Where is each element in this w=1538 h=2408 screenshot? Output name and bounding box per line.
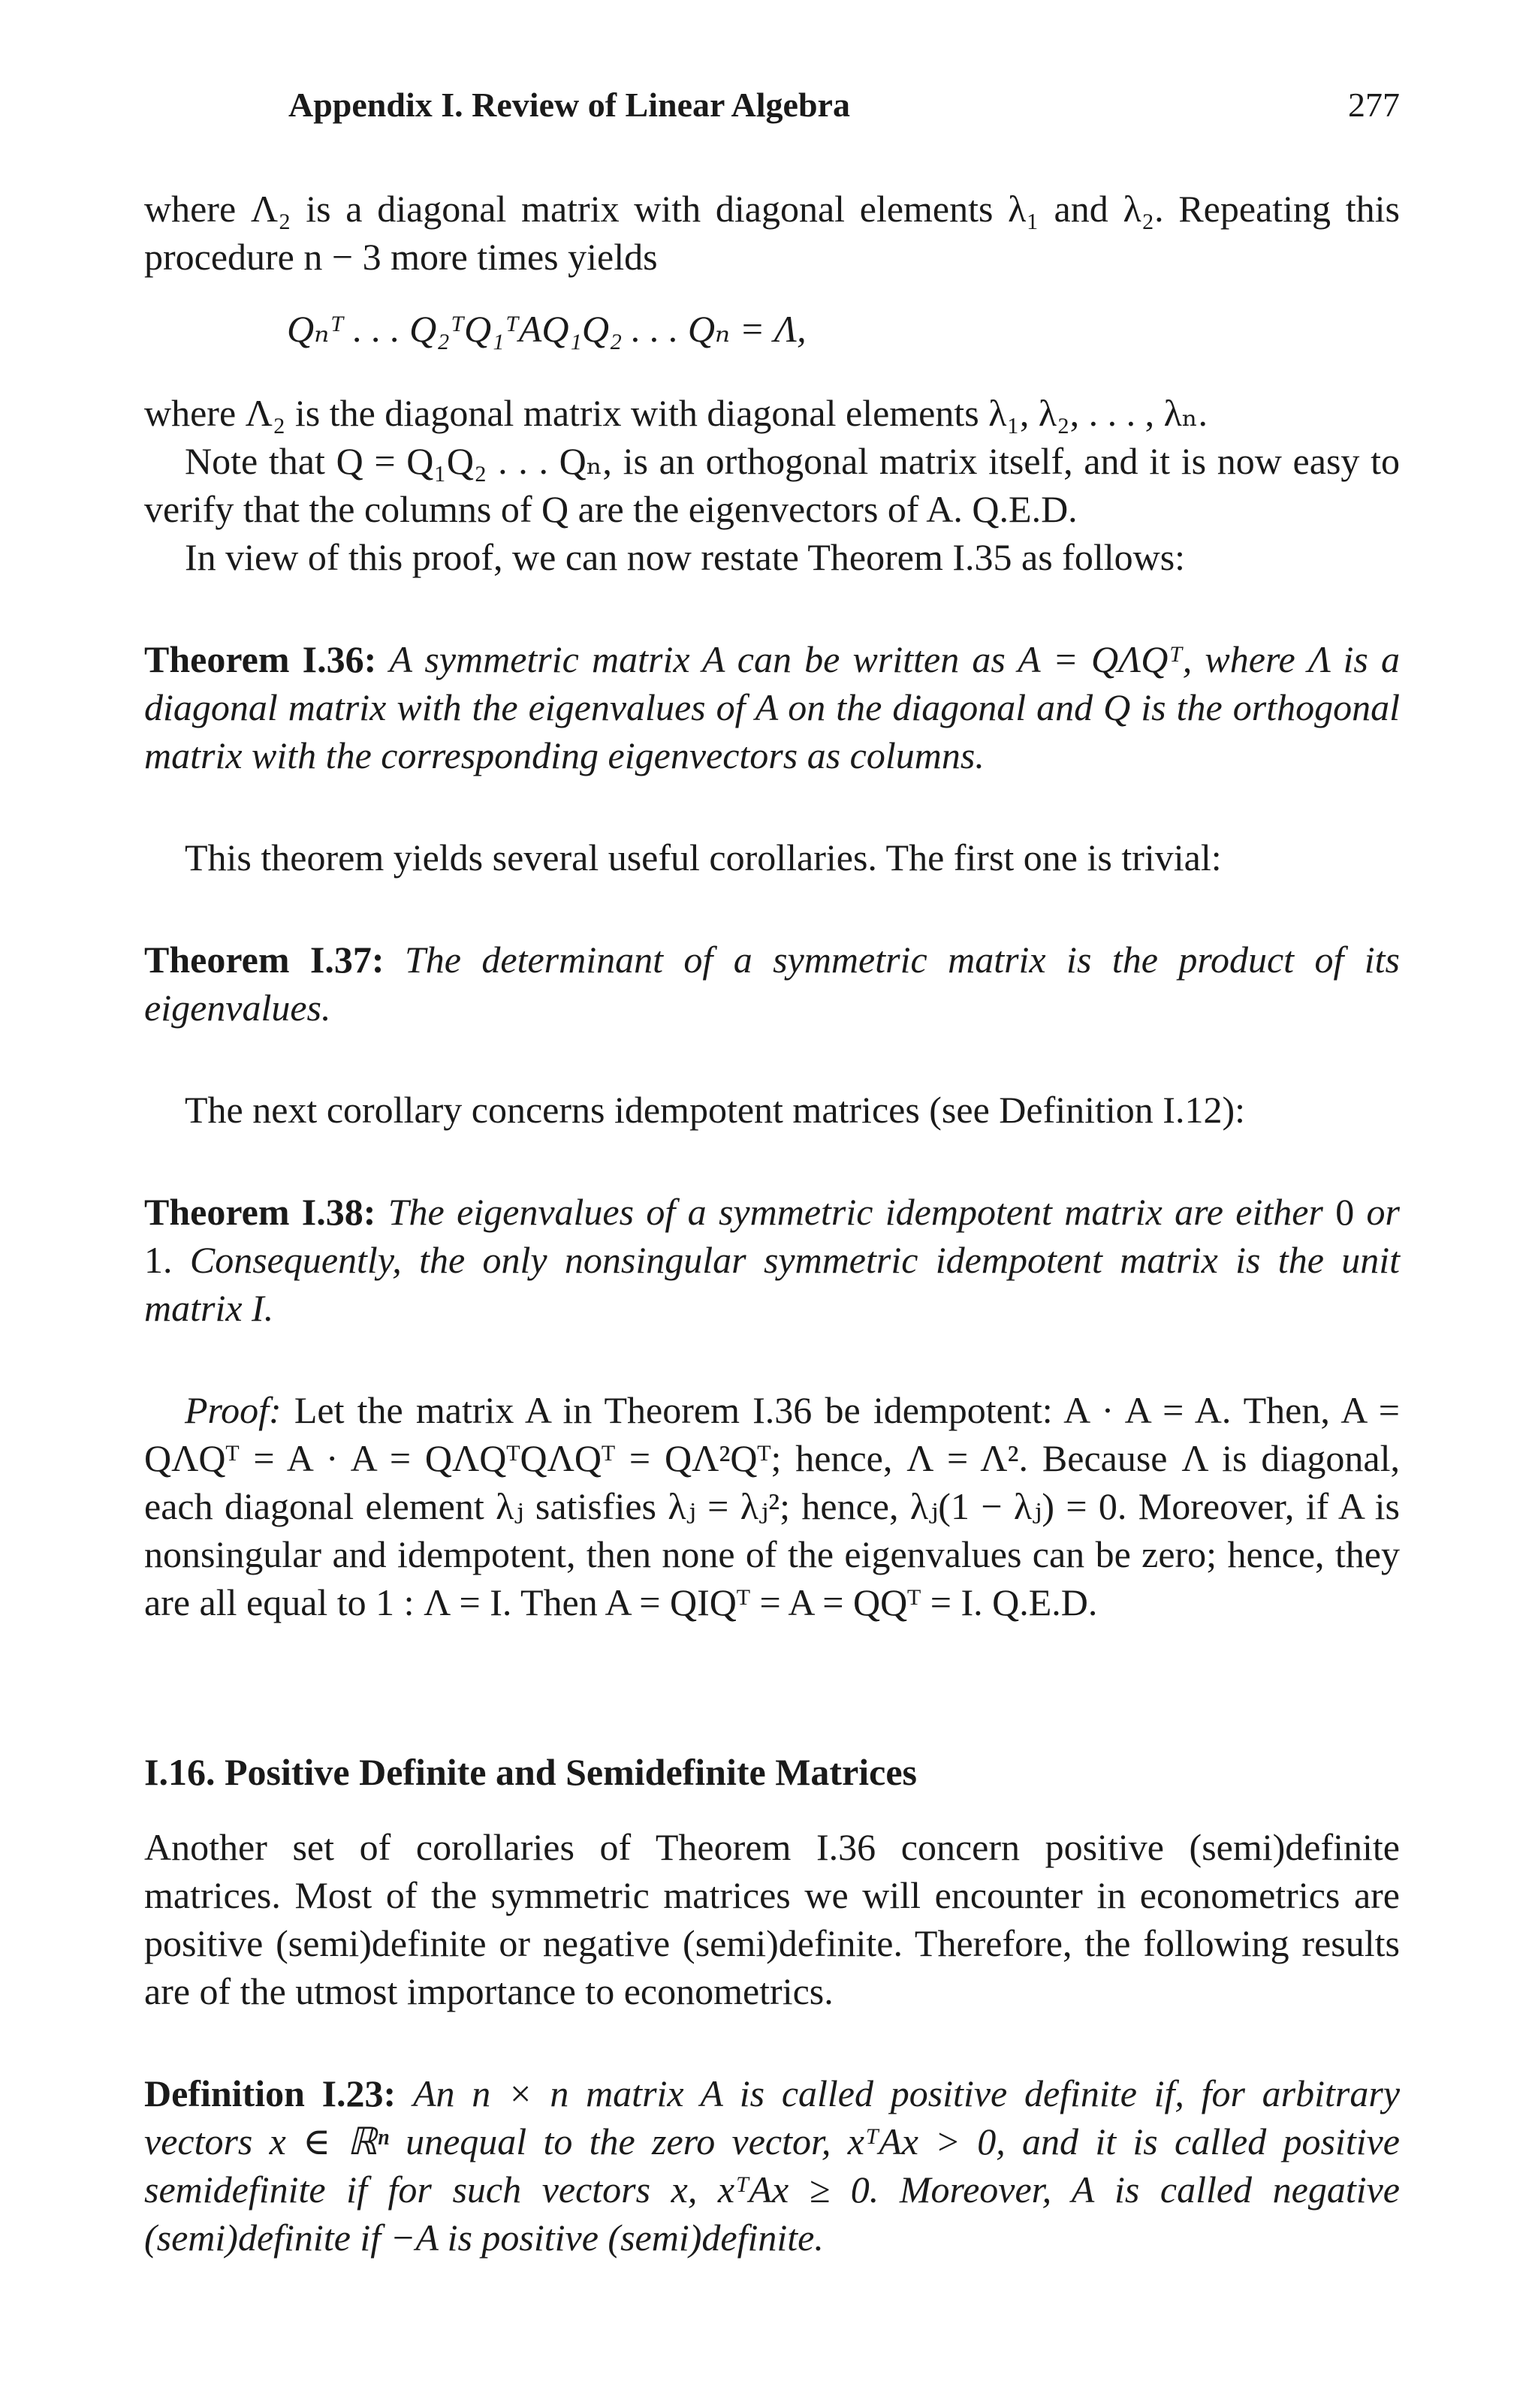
- proof-i38: [144, 1386, 1400, 1626]
- theorem-label: Theorem I.38:: [144, 1191, 376, 1233]
- theorem-i36: [144, 635, 1400, 779]
- proof-label: Proof:: [185, 1389, 282, 1431]
- theorem-label: Theorem I.37:: [144, 939, 384, 981]
- definition-label: Definition I.23:: [144, 2072, 397, 2114]
- book-page: [144, 0, 1400, 2408]
- theorem-text: The determinant of a symmetric matrix is the product of its eigenvalues.: [144, 939, 1401, 1029]
- theorem-i38: [144, 1188, 1400, 1332]
- theorem-text-e: Consequently, the only nonsingular symmetric idempotent matrix is the unit matrix I.: [144, 1239, 1401, 1329]
- equation-diagonalization: Qₙᵀ . . . Q₂ᵀQ₁ᵀAQ₁Q₂ . . . Qₙ = Λ,: [287, 308, 807, 350]
- paragraph-corollaries: This theorem yields several useful corollaries. The first one is trivial:: [185, 836, 1222, 879]
- theorem-text-b: 0: [1335, 1191, 1355, 1233]
- section-number: I.16.: [144, 1751, 216, 1793]
- section-heading: [144, 1748, 1400, 1796]
- paragraph-orthogonal: Note that Q = Q₁Q₂ . . . Qₙ, is an orthogonal matrix itself, and it is now easy to verify that the columns of Q are the eigenvectors of A. Q.E.D.: [144, 440, 1400, 530]
- theorem-i37: [144, 936, 1400, 1032]
- section-title: Positive Definite and Semidefinite Matrices: [224, 1751, 917, 1793]
- paragraph-psd-intro: Another set of corollaries of Theorem I.36 concern positive (semi)definite matrices. Most of the symmetric matrices we will encounter in econometrics are positive (semi)definite or negative (semi)definite. Therefore, the following results are of the utmost importance to econometrics.: [144, 1826, 1400, 2012]
- definition-i23: [144, 2069, 1400, 2262]
- theorem-text: A symmetric matrix A can be written as A = QΛQᵀ, where Λ is a diagonal matrix with the eigenvalues of A on the diagonal and Q is the orthogonal matrix with the corresponding eigenvectors as columns.: [144, 638, 1401, 776]
- definition-text: An n × n matrix A is called positive definite if, for arbitrary vectors x ∈ ℝⁿ unequal to the zero vector, xᵀAx > 0, and it is called positive semidefinite if for such vectors x, xᵀAx ≥ 0. Moreover, A is called negative (semi)definite if −A is positive (semi)definite.: [144, 2072, 1401, 2259]
- theorem-text-d: 1.: [144, 1239, 173, 1281]
- paragraph-restate: In view of this proof, we can now restate Theorem I.35 as follows:: [185, 536, 1186, 578]
- theorem-text-a: The eigenvalues of a symmetric idempotent matrix are either: [388, 1191, 1323, 1233]
- running-title: Appendix I. Review of Linear Algebra: [288, 86, 850, 124]
- theorem-text-c: or: [1366, 1191, 1401, 1233]
- page-number: 277: [1348, 86, 1400, 124]
- proof-text: Let the matrix A in Theorem I.36 be idempotent: A · A = A. Then, A = QΛQᵀ = A · A = QΛQᵀQΛQᵀ = QΛ²Qᵀ; hence, Λ = Λ². Because Λ is diagonal, each diagonal element λⱼ satisfies λⱼ = λⱼ²; hence, λⱼ(1 − λⱼ) = 0. Moreover, if A is nonsingular and idempotent, then none of the eigenvalues can be zero; hence, they are all equal to 1 : Λ = I. Then A = QIQᵀ = A = QQᵀ = I. Q.E.D.: [144, 1389, 1400, 1623]
- paragraph-intro: where Λ₂ is a diagonal matrix with diagonal elements λ₁ and λ₂. Repeating this procedure n − 3 more times yields: [144, 188, 1400, 278]
- theorem-label: Theorem I.36:: [144, 638, 377, 680]
- paragraph-idempotent: The next corollary concerns idempotent matrices (see Definition I.12):: [185, 1089, 1245, 1131]
- paragraph-diagonal: where Λ₂ is the diagonal matrix with diagonal elements λ₁, λ₂, . . . , λₙ.: [144, 392, 1208, 434]
